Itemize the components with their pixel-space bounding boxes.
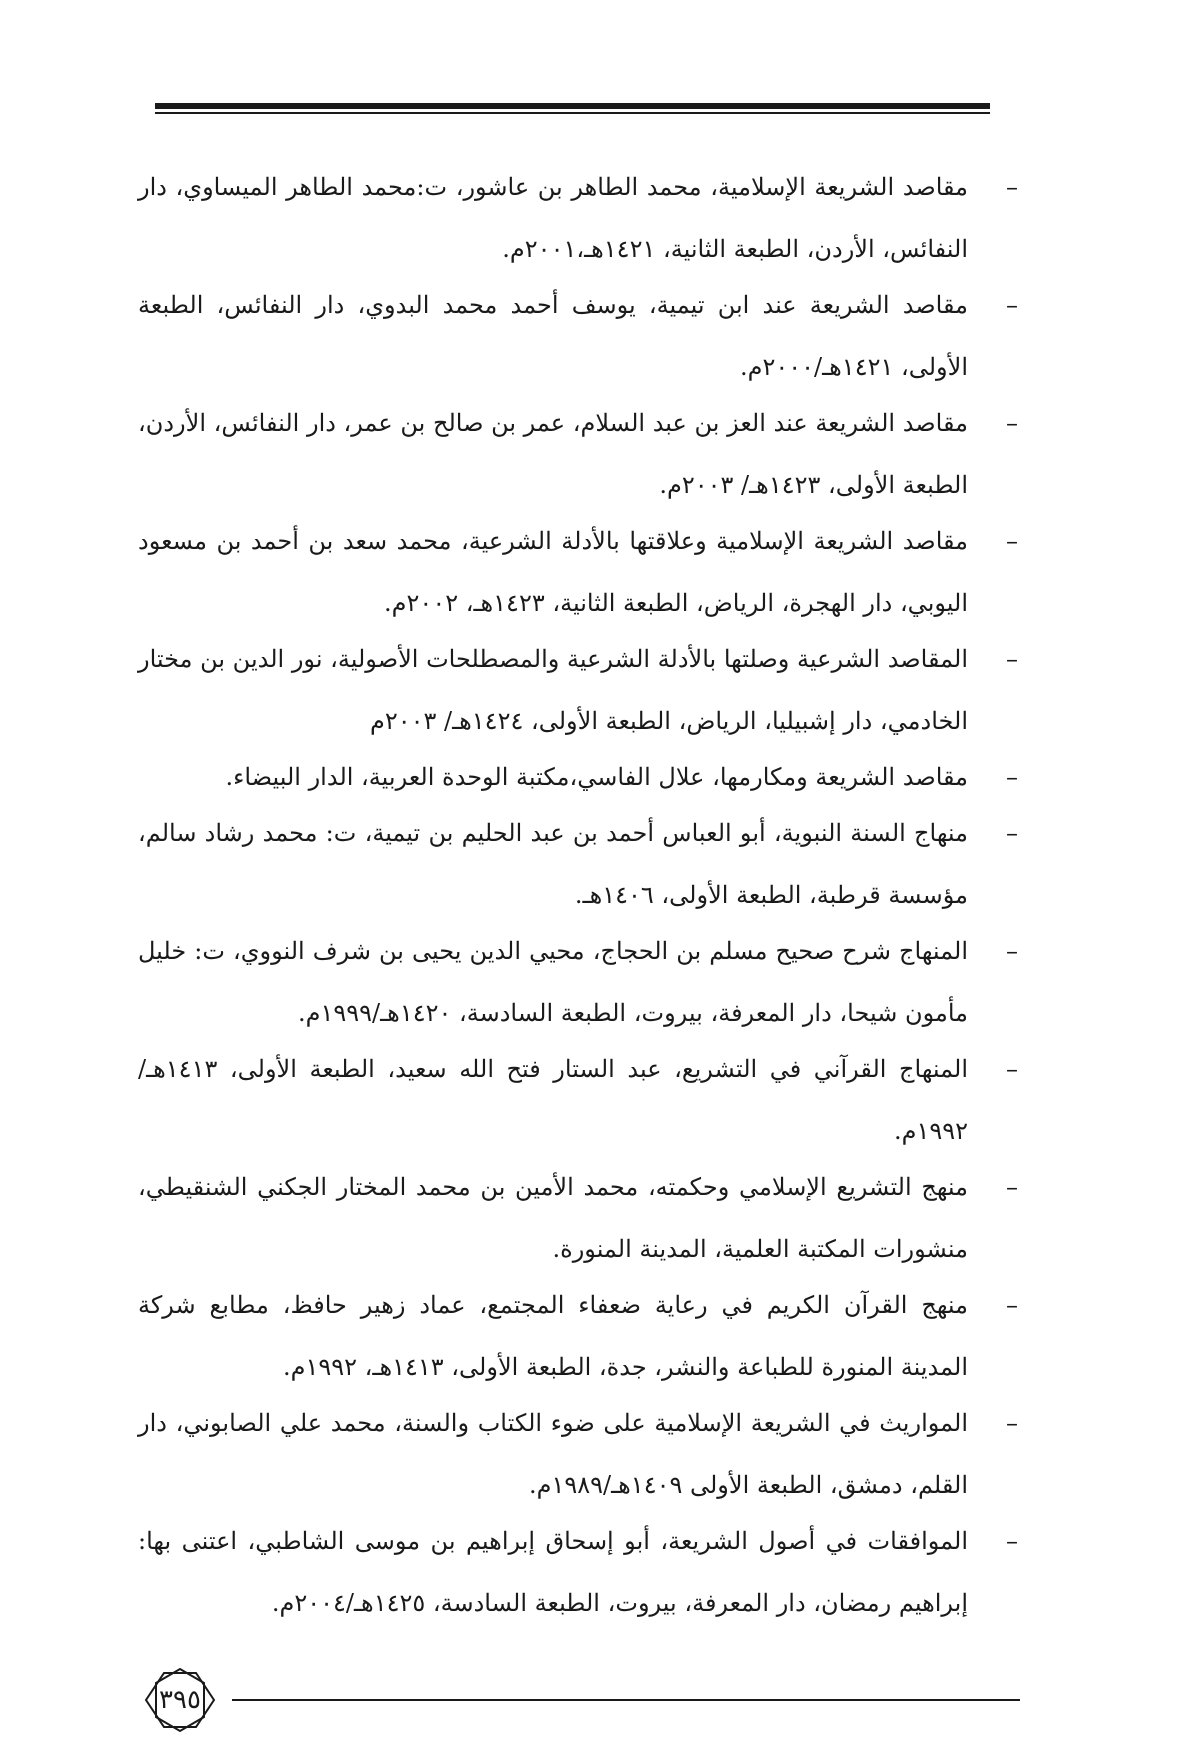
entry-text: منهج القرآن الكريم في رعاية ضعفاء المجتمع، عماد زهير حافظ، مطابع شركة المدينة المنورة للطباعة والنشر، جدة، الطبعة الأولى، ١٤١٣هـ، ١٩٩٢م. [138,1291,968,1381]
bibliography-list [138,156,1018,1628]
bibliography-entry [138,510,1018,634]
entry-text: مقاصد الشريعة ومكارمها، علال الفاسي،مكتبة الوحدة العربية، الدار البيضاء. [225,763,968,791]
header-rule-thin [155,112,990,114]
entry-dash: – [1006,763,1018,791]
entry-dash: – [1006,527,1018,555]
entry-dash: – [1006,937,1018,965]
entry-text: الموافقات في أصول الشريعة، أبو إسحاق إبراهيم بن موسى الشاطبي، اعتنى بها: إبراهيم رمضان، دار المعرفة، بيروت، الطبعة السادسة، ١٤٢٥هـ/٢٠٠٤م. [138,1527,968,1617]
bibliography-entry [138,1392,1018,1516]
bibliography-entry [138,1510,1018,1634]
bibliography-entry [138,920,1018,1044]
entry-text: المنهاج شرح صحيح مسلم بن الحجاج، محيي الدين يحيى بن شرف النووي، ت: خليل مأمون شيحا، دار المعرفة، بيروت، الطبعة السادسة، ١٤٢٠هـ/١٩٩٩م. [138,937,968,1027]
entry-dash: – [1006,1173,1018,1201]
entry-text: المنهاج القرآني في التشريع، عبد الستار فتح الله سعيد، الطبعة الأولى، ١٤١٣هـ/ ١٩٩٢م. [138,1055,968,1145]
entry-text: منهج التشريع الإسلامي وحكمته، محمد الأمين بن محمد المختار الجكني الشنقيطي، منشورات المكتبة العلمية، المدينة المنورة. [138,1173,968,1263]
header-double-rule [155,103,990,116]
bibliography-entry [138,1274,1018,1398]
entry-text: مقاصد الشريعة الإسلامية وعلاقتها بالأدلة الشرعية، محمد سعد بن أحمد بن مسعود اليوبي، دار الهجرة، الرياض، الطبعة الثانية، ١٤٢٣هـ، ٢٠٠٢م. [138,527,968,617]
entry-text: مقاصد الشريعة عند ابن تيمية، يوسف أحمد محمد البدوي، دار النفائس، الطبعة الأولى، ١٤٢١هـ/٢٠٠٠م. [138,291,968,381]
header-rule-thick [155,103,990,109]
footer-rule [232,1699,1020,1701]
bibliography-entry [138,628,1018,752]
entry-text: منهاج السنة النبوية، أبو العباس أحمد بن عبد الحليم بن تيمية، ت: محمد رشاد سالم، مؤسسة قرطبة، الطبعة الأولى، ١٤٠٦هـ. [138,819,968,909]
entry-text: مقاصد الشريعة عند العز بن عبد السلام، عمر بن صالح بن عمر، دار النفائس، الأردن، الطبعة الأولى، ١٤٢٣هـ/ ٢٠٠٣م. [138,409,968,499]
bibliography-entry [138,802,1018,926]
page-number: ٣٩٥ [159,1685,201,1715]
entry-dash: – [1006,1291,1018,1319]
entry-dash: – [1006,645,1018,673]
bibliography-entry [138,392,1018,516]
entry-text: المقاصد الشرعية وصلتها بالأدلة الشرعية والمصطلحات الأصولية، نور الدين بن مختار الخادمي، دار إشبيليا، الرياض، الطبعة الأولى، ١٤٢٤هـ/ ٢٠٠٣م [137,645,968,735]
entry-text: المواريث في الشريعة الإسلامية على ضوء الكتاب والسنة، محمد علي الصابوني، دار القلم، دمشق، الطبعة الأولى ١٤٠٩هـ/١٩٨٩م. [138,1409,968,1499]
entry-text: مقاصد الشريعة الإسلامية، محمد الطاهر بن عاشور، ت:محمد الطاهر الميساوي، دار النفائس، الأردن، الطبعة الثانية، ١٤٢١هـ،٢٠٠١م. [138,173,968,263]
entry-dash: – [1006,173,1018,201]
bibliography-entry [138,156,1018,280]
entry-dash: – [1006,1055,1018,1083]
entry-dash: – [1006,1527,1018,1555]
page-number-frame [140,1667,220,1733]
entry-dash: – [1006,409,1018,437]
entry-dash: – [1006,1409,1018,1437]
bibliography-entry [138,1038,1018,1162]
bibliography-entry [138,746,1018,808]
bibliography-entry [138,1156,1018,1280]
entry-dash: – [1006,291,1018,319]
bibliography-entry [138,274,1018,398]
entry-dash: – [1006,819,1018,847]
